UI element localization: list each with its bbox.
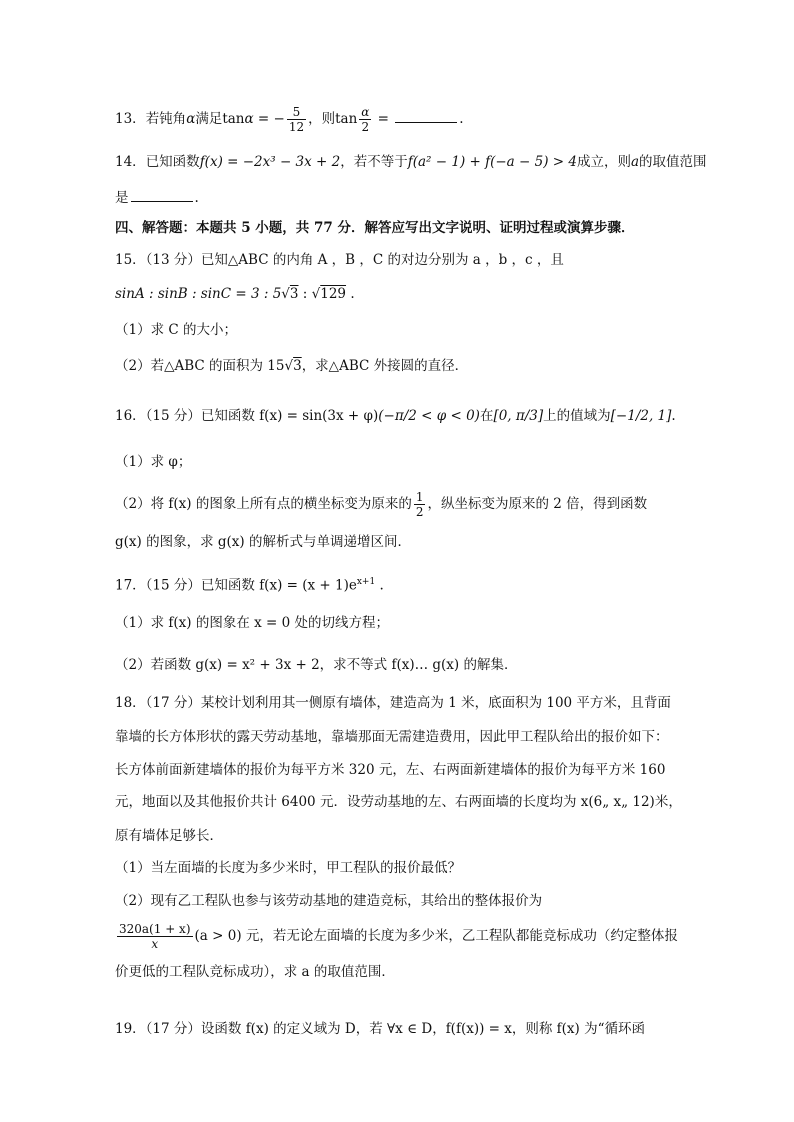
q18-line4: 元，地面以及其他报价共计 6400 元．设劳动基地的左、右两面墙的长度均为 x(6„ x„ 12)米， (115, 794, 682, 810)
q15-line2-end: . (346, 286, 355, 302)
q16-fraction (414, 490, 426, 519)
q13-text-c: ，则 (308, 111, 336, 127)
q14-function: f(x) = −2x³ − 3x + 2 (199, 154, 341, 170)
q18-part2-line2 (115, 922, 734, 951)
q15-ratio-sep: : (298, 286, 312, 302)
q18-line5: 原有墙体足够长． (115, 828, 223, 844)
q18-line3: 长方体前面新建墙体的报价为每平方米 320 元，左、右两面新建墙体的报价为每平方米 160 (115, 762, 666, 778)
q16-frac-num: 1 (415, 490, 424, 504)
q16-part2-line2: g(x) 的图象，求 g(x) 的解析式与单调递增区间． (115, 534, 411, 550)
q15-part2: （2）若△ABC 的面积为 15√3，求△ABC 外接圆的直径． (115, 358, 469, 374)
q18-line2: 靠墙的长方体形状的露天劳动基地，靠墙那面无需建造费用，因此甲工程队给出的报价如下： (115, 729, 669, 745)
q16-p2-b: ，纵坐标变为原来的 2 倍，得到函数 (427, 496, 648, 512)
q18-line1: 18．（17 分）某校计划利用其一侧原有墙体，建造高为 1 米，底面积为 100 平方米，且背面 (115, 695, 671, 711)
q13-fraction (287, 105, 306, 134)
q13-half-fraction (359, 105, 371, 134)
q15-p2-a: （2）若△ABC 的面积为 15 (115, 358, 285, 374)
q18-frac-num: 320a(1 + x) (119, 922, 191, 936)
question-14-line2 (115, 187, 734, 208)
q14-a: a (630, 154, 640, 170)
q13-eq2: = (373, 111, 394, 127)
q16-range: [−1/2, 1] (610, 408, 672, 424)
q16-line1-c: 上的值域为 (543, 408, 611, 424)
q18-p2-line2-text: (a > 0) 元，若无论左面墙的长度为多少米，乙工程队都能竞标成功（约定整体报 (194, 928, 678, 944)
q16-line1-a: 16．（15 分）已知函数 f(x) = sin(3x + φ) (115, 408, 379, 424)
q17-line1 (115, 572, 734, 596)
q13-text-b: 满足 (195, 111, 223, 127)
q13-alpha-2: α (244, 111, 254, 127)
q15-line2: sinA : sinB : sinC = 3 : 5√3 : √129 . (115, 286, 355, 302)
q13-tan: tan (222, 111, 245, 127)
q16-condition: (−π/2 < φ < 0) (378, 408, 480, 424)
q14-inequality: f(a² − 1) + f(−a − 5) > 4 (407, 154, 577, 170)
q16-p2-a: （2）将 f(x) 的图象上所有点的横坐标变为原来的 (115, 496, 412, 512)
q15-sqrt3: 3 (289, 286, 299, 302)
q17-line1-end: . (375, 577, 384, 594)
section-4-heading: 四、解答题：本题共 5 小题，共 77 分．解答应写出文字说明、证明过程或演算步骤． (115, 220, 635, 236)
q13-eq: = − (253, 111, 285, 127)
q14-answer-blank[interactable] (131, 187, 193, 202)
q14-end: . (194, 190, 199, 206)
question-13 (115, 105, 734, 134)
q16-line1 (115, 406, 734, 426)
q15-p2-b: ，求△ABC 外接圆的直径． (301, 358, 469, 374)
q18-part2-line3: 价更低的工程队竞标成功），求 a 的取值范围． (115, 964, 395, 980)
question-14 (115, 152, 734, 172)
q17-exponent: x+1 (356, 577, 376, 587)
q14-number: 14． (115, 154, 146, 170)
q13-number: 13． (115, 111, 146, 127)
q17-part1: （1）求 f(x) 的图象在 x = 0 处的切线方程； (115, 615, 389, 631)
q14-text-c: 成立，则 (576, 154, 631, 170)
q15-ratio-a: sinA : sinB : sinC = 3 : 5 (115, 286, 282, 302)
q16-frac-den: 2 (415, 505, 424, 519)
q18-fraction (117, 922, 193, 951)
q13-alpha: α (186, 111, 196, 127)
q16-part1: （1）求 φ； (115, 454, 192, 470)
q13-answer-blank[interactable] (395, 108, 457, 123)
q15-line1: 15．（13 分）已知△ABC 的内角 A ，B ，C 的对边分别为 a ，b ，c ，且 (115, 252, 564, 268)
q16-line1-end: . (671, 408, 676, 424)
q18-frac-den: x (151, 937, 159, 951)
q13-frac-num: 5 (287, 105, 306, 120)
q18-part2: （2）现有乙工程队也参与该劳动基地的建造竞标，其给出的整体报价为 (115, 893, 543, 909)
q17-part2: （2）若函数 g(x) = x² + 3x + 2，求不等式 f(x)… g(x) 的解集． (115, 657, 518, 673)
q19-line1: 19．（17 分）设函数 f(x) 的定义域为 D，若 ∀x ∈ D，f(f(x)) = x，则称 f(x) 为“循环函 (115, 1021, 645, 1037)
q14-text-d: 的取值范围 (639, 154, 707, 170)
q13-half-den: 2 (361, 120, 370, 134)
q13-half-num: α (361, 105, 370, 119)
q13-frac-den: 12 (288, 120, 305, 134)
q16-part2 (115, 490, 734, 519)
q15-p2-sqrt: 3 (293, 358, 302, 374)
q13-tan-2: tan (335, 111, 358, 127)
q16-interval: [0, π/3] (493, 408, 544, 424)
q16-line1-b: 在 (479, 408, 494, 424)
q17-line1-text: 17．（15 分）已知函数 f(x) = (x + 1)e (115, 577, 357, 594)
q13-end: . (459, 111, 464, 127)
q15-sqrt129: 129 (320, 286, 347, 302)
q13-text-a: 若钝角 (145, 111, 187, 127)
q15-part1: （1）求 C 的大小； (115, 322, 238, 338)
q14-line2: 是 (115, 190, 129, 206)
q18-part1: （1）当左面墙的长度为多少米时，甲工程队的报价最低？ (115, 860, 462, 876)
q14-text-a: 已知函数 (145, 154, 200, 170)
q14-text-b: ，若不等于 (340, 154, 408, 170)
